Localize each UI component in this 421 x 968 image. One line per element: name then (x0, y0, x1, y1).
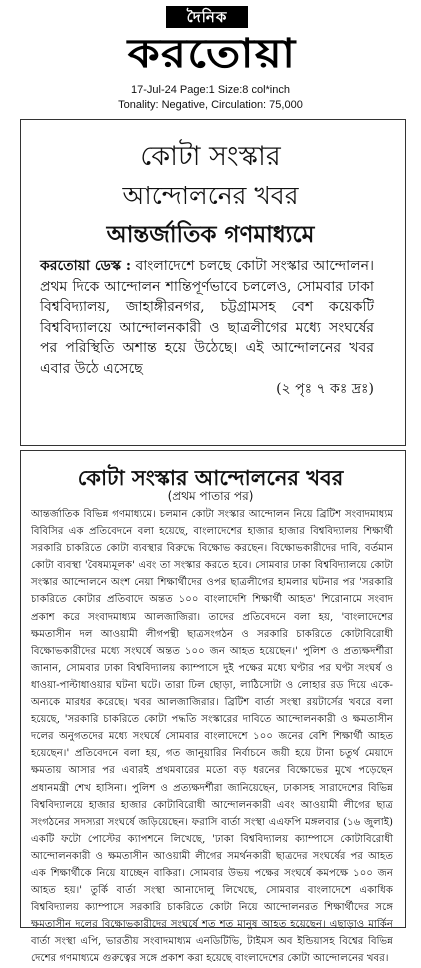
article1-dateline: করতোয়া ডেস্ক : (40, 258, 131, 274)
article1-headline-line3: আন্তর্জাতিক গণমাধ্যমে (106, 222, 315, 248)
article1-continued-ref: (২ পৃঃ ৭ কঃ দ্রঃ) (276, 381, 374, 397)
article2-body: আন্তর্জাতিক বিভিন্ন গণমাধ্যমে। চলমান কোটা সংস্কার আন্দোলন নিয়ে ব্রিটিশ সংবাদমাধ্যম বিবিসির এক প্রতিবেদনে বলা হয়েছে, বাংলাদেশের হাজার হাজার বিশ্ববিদ্যালয় শিক্ষার্থী সরকারি চাকরিতে কোটা ব্যবস্থার বিরুদ্ধে বিক্ষোভ করছেন। বিক্ষোভকারীদের দাবি, বর্তমান কোটা ব্যবস্থা 'বৈষম্যমূলক' এবং তা সংস্কার করতে হবে। সোমবার ঢাকা বিশ্ববিদ্যালয়ে কোটা সংস্কার আন্দোলনে অংশ নেয়া শিক্ষার্থীদের ওপর ছাত্রলীগের হামলার ঘটনার পর 'সরকারি চাকরিতে কোটার প্রতিবাদে অন্তত ১০০ বাংলাদেশি শিক্ষার্থী আহত' শিরোনামে সংবাদ প্রকাশ করে সংবাদমাধ্যম আলজাজিরা। তাদের প্রতিবেদনে বলা হয়, 'বাংলাদেশের ক্ষমতাসীন দল আওয়ামী লীগপন্থী ছাত্রসংগঠন ও সরকারি চাকরিতে কোটাবিরোধী বিক্ষোভকারীদের মধ্যে সংঘর্ষে অন্তত ১০০ জন আহত হয়েছেন।' পুলিশ ও প্রত্যক্ষদর্শীরা জানান, সোমবার ঢাকা বিশ্ববিদ্যালয় ক্যাম্পাসে দুই পক্ষের মধ্যে ঘণ্টার পর ঘণ্টা সংঘর্ষ ও ধাওয়া-পাল্টাধাওয়ার ঘটনা ঘটে। তারা ঢিল ছোড়া, লাঠিসোটা ও লোহার রড দিয়ে একে-অন্যকে মারধর করেছে। খবর আলজাজিরার। ব্রিটিশ বার্তা সংস্থা রয়টার্সের খবরে বলা হয়েছে, 'সরকারি চাকরিতে কোটা পদ্ধতি সংস্কারের দাবিতে আন্দোলনকারী ও ক্ষমতাসীন দলের অনুগতদের মধ্যে সংঘর্ষে সোমবার বাংলাদেশে ১০০ জনের বেশি শিক্ষার্থী আহত হয়েছেন।' প্রতিবেদনে বলা হয়, গত জানুয়ারির নির্বাচনে জয়ী হয়ে টানা চতুর্থ মেয়াদে ক্ষমতায় আসার পর এবারই প্রথমবারের মতো বড় ধরনের বিক্ষোভের মুখে পড়েছেন প্রধানমন্ত্রী শেখ হাসিনা। পুলিশ ও প্রত্যক্ষদর্শীরা জানিয়েছেন, ঢাকাসহ সারাদেশের বিভিন্ন বিশ্ববিদ্যালয়ে হাজার হাজার কোটাবিরোধী আন্দোলনকারী এবং আওয়ামী লীগের ছাত্র সংগঠনের সদস্যরা সংঘর্ষে জড়িয়েছেন। ফরাসি বার্তা সংস্থা এএফপি মঙ্গলবার (১৬ জুলাই) একটি ফটো পোস্টের ক্যাপশনে লিখেছে, 'ঢাকা বিশ্ববিদ্যালয় ক্যাম্পাসে কোটাবিরোধী আন্দোলনকারী ও ক্ষমতাসীন আওয়ামী লীগের সমর্থনকারী ছাত্রদের সংঘর্ষের পর আহত এক শিক্ষার্থীকে নিয়ে যাচ্ছেন বাকিরা। সোমবার উভয় পক্ষের সংঘর্ষে কমপক্ষে ১০০ জন আহত হয়।' তুর্কি বার্তা সংস্থা আনাদোলু লিখেছে, সোমবার বাংলাদেশে একাধিক বিশ্ববিদ্যালয় ক্যাম্পাসে সরকারি চাকরিতে কোটা নিয়ে আন্দোলনরত শিক্ষার্থীদের সঙ্গে ক্ষমতাসীন দলের বিক্ষোভকারীদের সংঘর্ষে শত শত মানুষ আহত হয়েছেন। এছাড়াও মার্কিন বার্তা সংস্থা এপি, ভারতীয় সংবাদমাধ্যম এনডিটিভি, টাইমস অব ইন্ডিয়াসহ বিশ্বের বিভিন্ন দেশের গণমাধ্যমে গুরুত্বের সঙ্গে প্রকাশ করা হয়েছে বাংলাদেশের কোটা আন্দোলনের খবর। (31, 509, 393, 965)
clipping-meta-tonality: Tonality: Negative, Circulation: 75,000 (118, 99, 303, 111)
masthead-logo-title: করতোয়া (127, 31, 297, 77)
article2-headline: কোটা সংস্কার আন্দোলনের খবর (77, 466, 344, 490)
masthead-small-title: দৈনিক (166, 6, 248, 28)
clipping-meta-date-page: 17-Jul-24 Page:1 Size:8 col*inch (131, 84, 290, 96)
article1-intro-text: বাংলাদেশে চলছে কোটা সংস্কার আন্দোলন। প্রথম দিকে আন্দোলন শান্তিপূর্ণভাবে চললেও, সোমবার ঢাকা বিশ্ববিদ্যালয়, জাহাঙ্গীরনগর, চট্টগ্রামসহ বেশ কয়েকটি বিশ্ববিদ্যালয়ে আন্দোলনকারী ও ছাত্রলীগের মধ্যে সংঘর্ষের পর পরিস্থিতি অশান্ত হয়ে উঠেছে। এই আন্দোলনের খবর এবার উঠে এসেছে (40, 258, 374, 377)
article1-headline-line1: কোটা সংস্কার (140, 141, 281, 172)
article1-headline-line2: আন্দোলনের খবর (122, 181, 299, 210)
newspaper-masthead (0, 0, 421, 80)
article1-intro (40, 256, 374, 400)
article2-subhead: (প্রথম পাতার পর) (167, 489, 254, 503)
